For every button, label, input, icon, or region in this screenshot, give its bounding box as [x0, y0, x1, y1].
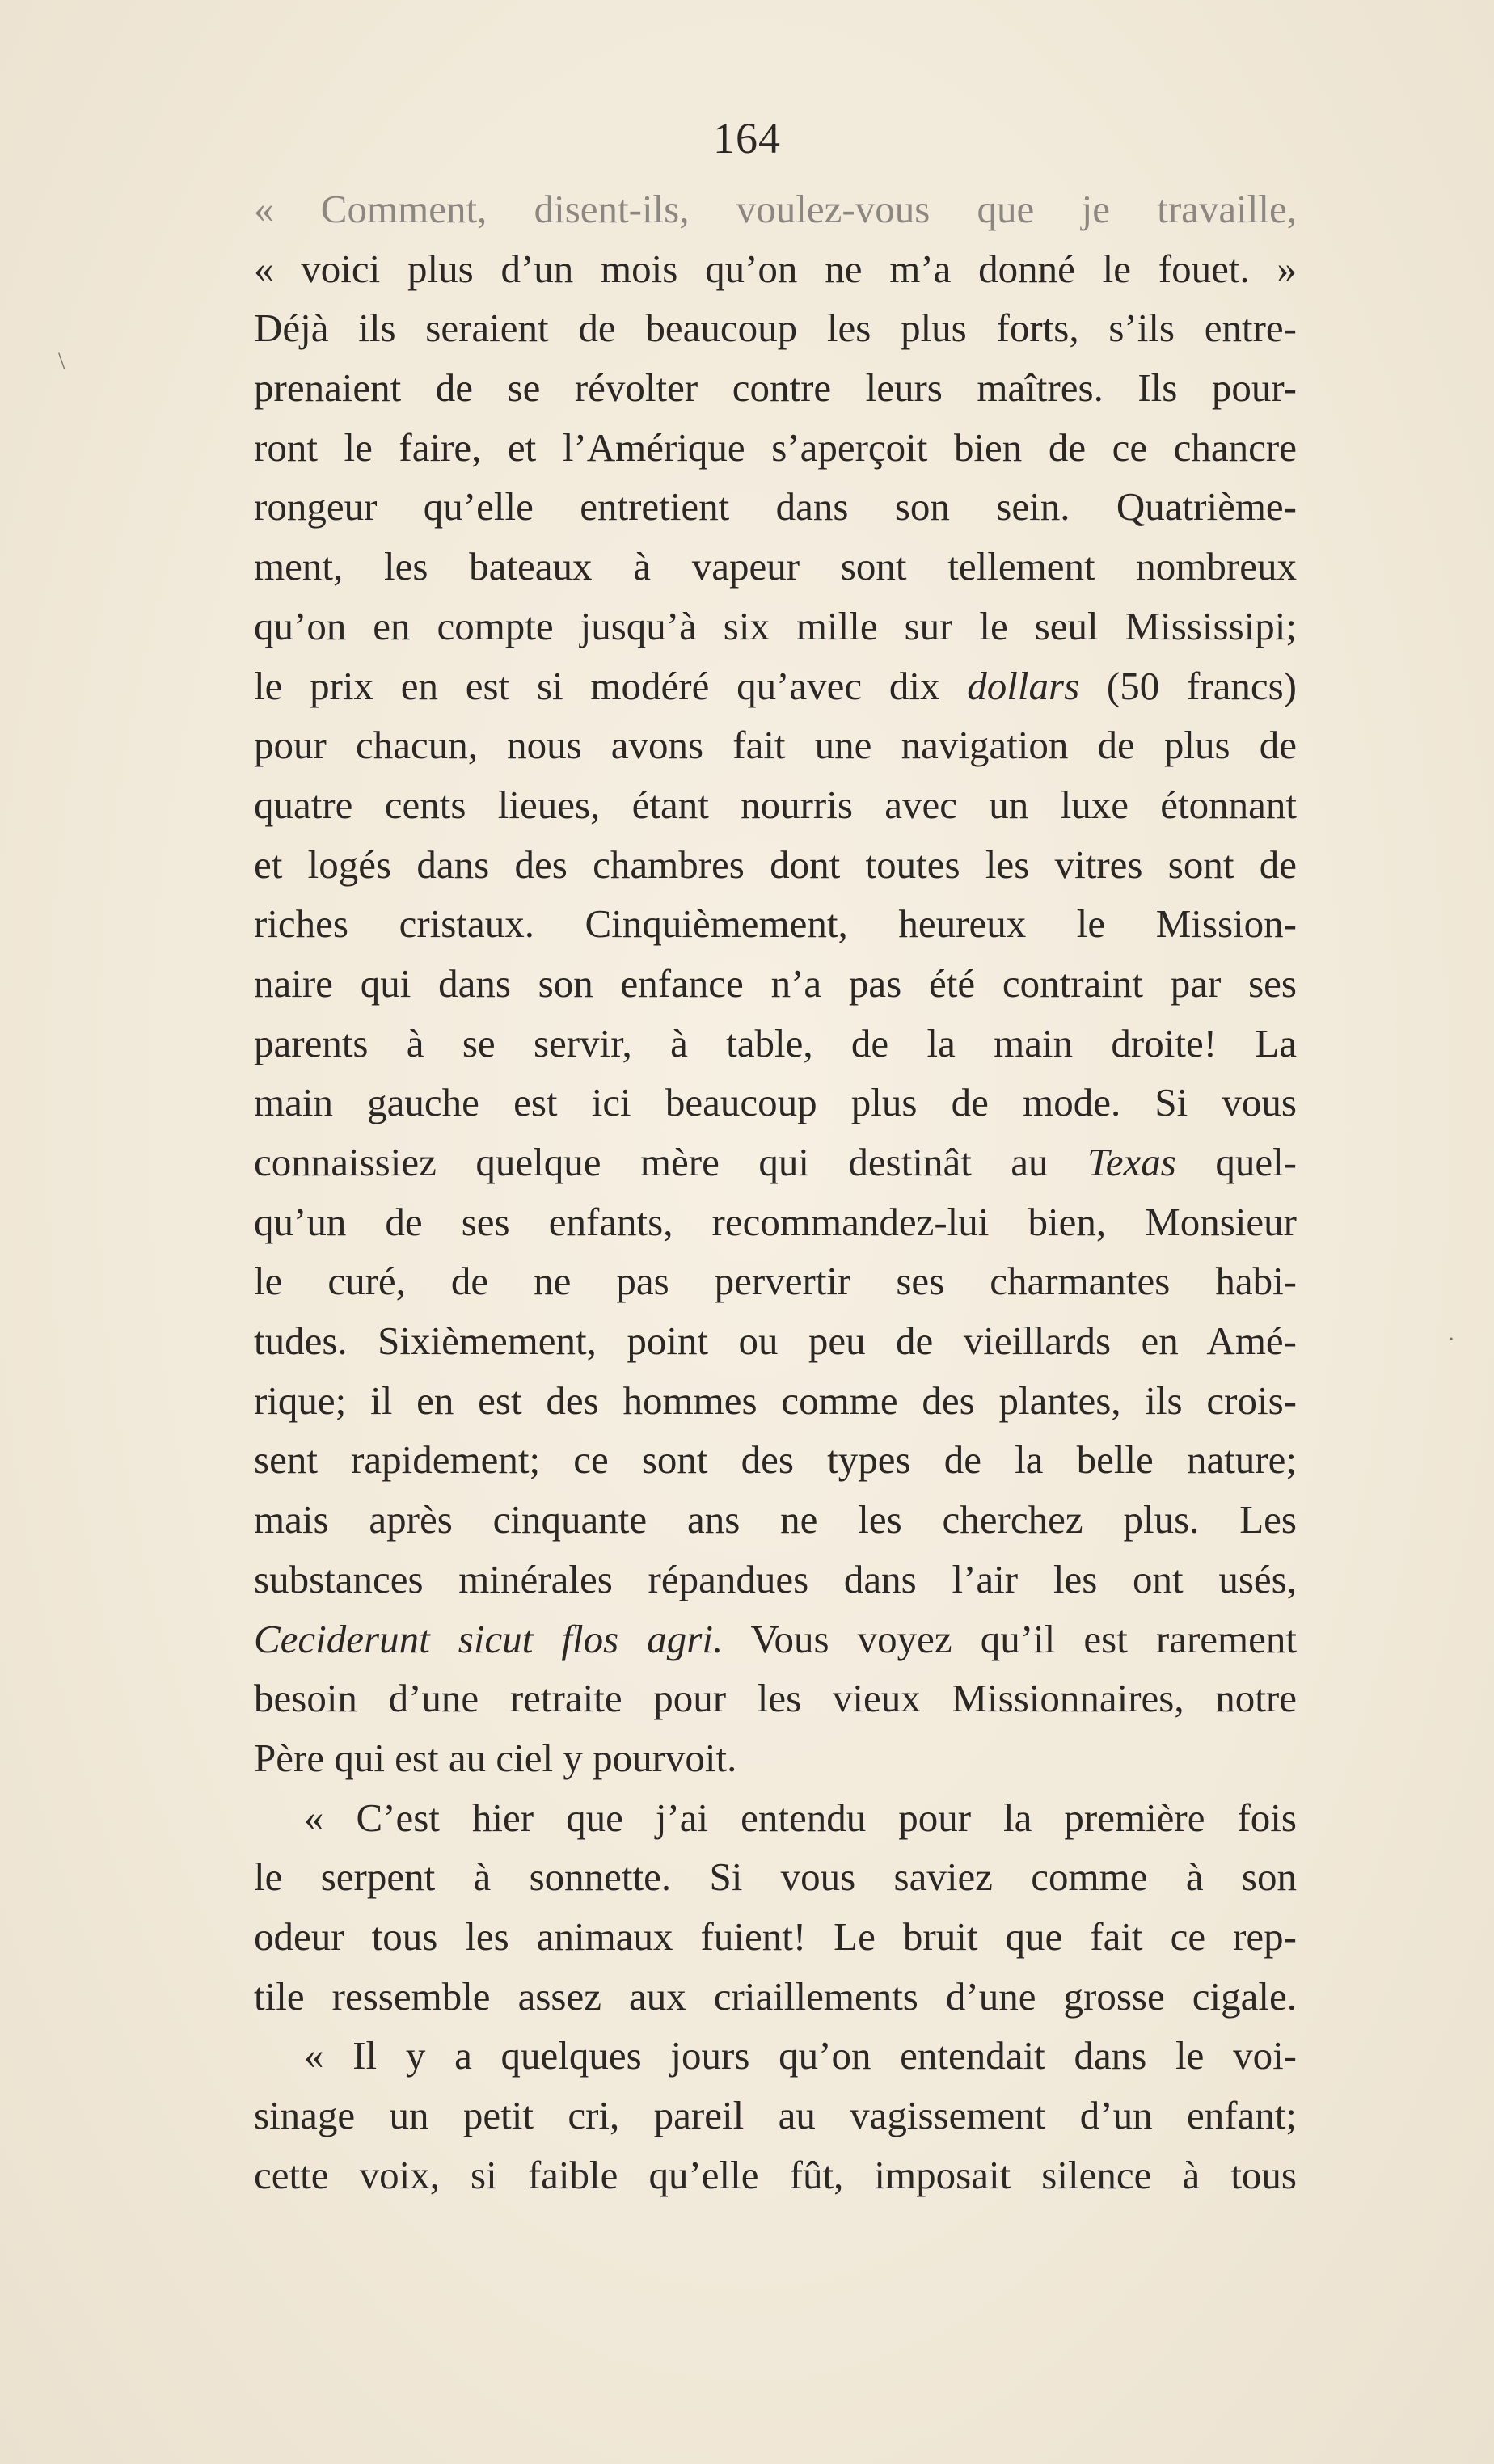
text-line: mais après cinquante ans ne les cherchez plus. Les [254, 1497, 1297, 1542]
text-line: et logés dans des chambres dont toutes les vitres sont de [254, 842, 1297, 887]
text-line: parents à se servir, à table, de la main droite! La [254, 1020, 1297, 1065]
text-line: « Comment, disent-ils, voulez-vous que je travaille, [254, 187, 1297, 231]
text-line: le serpent à sonnette. Si vous saviez comme à son [254, 1854, 1297, 1900]
text-line: riches cristaux. Cinquièmement, heureux le Mission- [254, 901, 1297, 947]
text-line: besoin d’une retraite pour les vieux Missionnaires, notre [254, 1676, 1297, 1721]
text-line: « C’est hier que j’ai entendu pour la première fois [304, 1795, 1297, 1840]
text-line: qu’on en compte jusqu’à six mille sur le seul Mississipi; [254, 603, 1297, 648]
text-line: quatre cents lieues, étant nourris avec un luxe étonnant [254, 782, 1297, 827]
text-line: Ceciderunt sicut flos agri. Vous voyez qu’il est rarement [254, 1616, 1297, 1661]
text-line: rique; il en est des hommes comme des plantes, ils crois- [254, 1378, 1297, 1423]
margin-speck: · [1447, 1326, 1455, 1352]
text-line: naire qui dans son enfance n’a pas été contraint par ses [254, 960, 1297, 1006]
text-line: le prix en est si modéré qu’avec dix dollars (50 francs) [254, 663, 1297, 708]
text-line: tudes. Sixièmement, point ou peu de vieillards en Amé- [254, 1318, 1297, 1364]
text-line: rongeur qu’elle entretient dans son sein. Quatrième- [254, 484, 1297, 530]
text-line: ment, les bateaux à vapeur sont tellement nombreux [254, 544, 1297, 589]
body-text [254, 179, 1297, 2205]
text-line: le curé, de ne pas pervertir ses charmantes habi- [254, 1259, 1297, 1304]
margin-speck: \ [58, 348, 65, 374]
text-line: main gauche est ici beaucoup plus de mode. Si vous [254, 1080, 1297, 1125]
text-line: prenaient de se révolter contre leurs maîtres. Ils pour- [254, 365, 1297, 411]
text-line: Père qui est au ciel y pourvoit. [254, 1735, 737, 1780]
text-line: tile ressemble assez aux criaillements d’une grosse cigale. [254, 1973, 1297, 2019]
text-line: qu’un de ses enfants, recommandez-lui bien, Monsieur [254, 1199, 1297, 1244]
text-line: sent rapidement; ce sont des types de la belle nature; [254, 1437, 1297, 1483]
text-line: sinage un petit cri, pareil au vagissement d’un enfant; [254, 2093, 1297, 2137]
page-number: 164 [713, 114, 781, 162]
text-line: « Il y a quelques jours qu’on entendait dans le voi- [304, 2033, 1297, 2078]
text-line: « voici plus d’un mois qu’on ne m’a donné le fouet. » [254, 246, 1297, 291]
text-line: Déjà ils seraient de beaucoup les plus forts, s’ils entre- [254, 306, 1297, 351]
text-line: ront le faire, et l’Amérique s’aperçoit bien de ce chancre [254, 424, 1297, 470]
text-line: substances minérales répandues dans l’air les ont usés, [254, 1556, 1297, 1601]
text-line: connaissiez quelque mère qui destinât au Texas quel- [254, 1140, 1297, 1184]
text-line: odeur tous les animaux fuient! Le bruit que fait ce rep- [254, 1913, 1297, 1959]
text-line: pour chacun, nous avons fait une navigation de plus de [254, 723, 1297, 768]
text-line: cette voix, si faible qu’elle fût, imposait silence à tous [254, 2152, 1297, 2197]
